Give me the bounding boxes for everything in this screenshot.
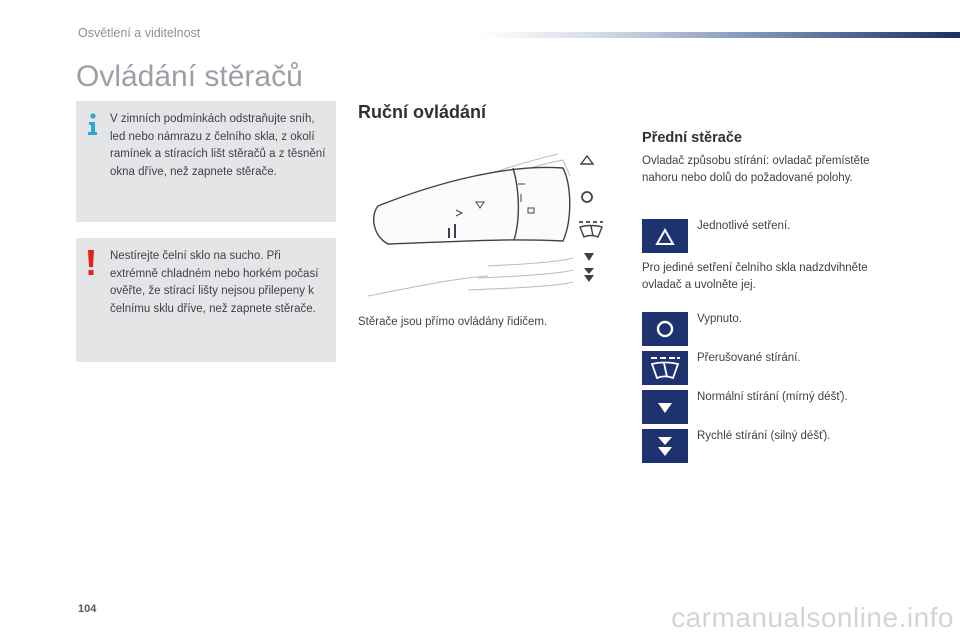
page-number: 104: [78, 603, 97, 615]
mode-icon-fast-wipe: [642, 429, 688, 463]
mode-label-intermittent-wipe: Přerušované stírání.: [697, 352, 801, 364]
header-bar: [480, 32, 960, 38]
front-intro-text: Ovladač způsobu stírání: ovladač přemístěte nahoru nebo dolů do požadované polohy.: [642, 155, 870, 184]
single-wipe-icon: [642, 219, 688, 253]
mode-icon-off: [642, 312, 688, 346]
warning-icon: [86, 250, 96, 276]
mode-label-normal-wipe: Normální stírání (mírný déšť).: [697, 391, 848, 403]
watermark: carmanualsonline.info: [671, 602, 954, 633]
mode-icon-single-wipe: [642, 219, 688, 253]
legend-normal-wipe-icon: [583, 252, 595, 262]
warning-note-text: Nestírejte čelní sklo na sucho. Při extrémně chladném nebo horkém počasí ověřte, že stírací lišty nejsou přilepeny k čelnímu sklu dříve, než zapnete stěrače.: [110, 250, 319, 315]
page-title: Ovládání stěračů: [76, 60, 303, 93]
fast-wipe-icon: [642, 429, 688, 463]
single-wipe-note: Pro jediné setření čelního skla nadzdvihněte ovladač a uvolněte jej.: [642, 262, 868, 291]
off-icon: [642, 312, 688, 346]
section-title-manual: Ruční ovládání: [358, 102, 487, 122]
normal-wipe-icon: [642, 390, 688, 424]
legend-fast-wipe-icon: [583, 267, 595, 283]
mode-icon-normal-wipe: [642, 390, 688, 424]
wiper-stalk-illustration: [358, 146, 608, 301]
info-note-text: V zimních podmínkách odstraňujte sníh, led nebo námrazu z čelního skla, z okolí ramínek a stíracích lišt stěračů a z těsnění okna dříve, než zapnete stěrače.: [110, 113, 326, 178]
info-note: [76, 101, 336, 222]
legend-single-wipe-icon: [580, 155, 594, 165]
intermittent-wipe-icon: [642, 351, 688, 385]
legend-intermittent-wipe-icon: [577, 220, 605, 240]
mode-label-off: Vypnuto.: [697, 313, 742, 325]
info-icon: [85, 113, 99, 137]
mode-icon-intermittent-wipe: [642, 351, 688, 385]
section-title-front-wipers: Přední stěrače: [642, 130, 742, 146]
mode-label-fast-wipe: Rychlé stírání (silný déšť).: [697, 430, 831, 442]
chapter-title: Osvětlení a viditelnost: [78, 26, 201, 40]
mode-label-single-wipe: Jednotlivé setření.: [697, 220, 791, 232]
warning-note: [76, 238, 336, 362]
manual-caption: Stěrače jsou přímo ovládány řidičem.: [358, 316, 548, 328]
legend-off-icon: [580, 190, 594, 204]
